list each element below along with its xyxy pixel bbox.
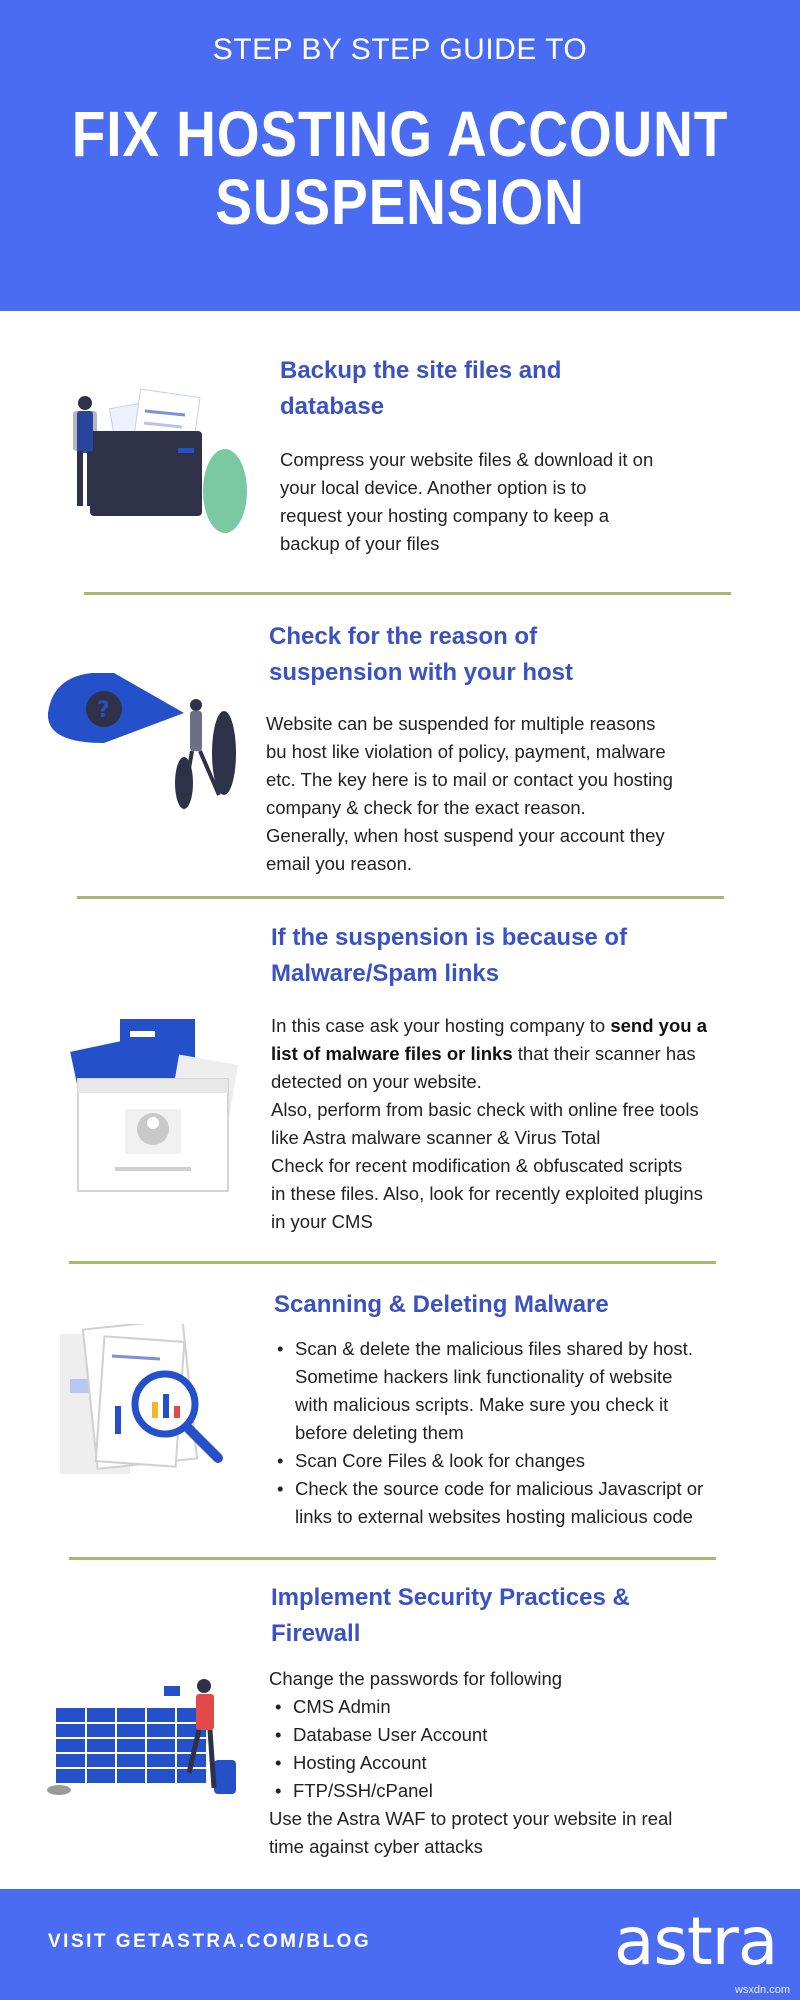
section-title: [269, 619, 709, 691]
body-line: with malicious scripts. Make sure you check it: [295, 1394, 669, 1415]
section-security-practices: [0, 1560, 800, 1889]
person-firewall-illustration: [44, 1678, 244, 1803]
section-title-line: Firewall: [271, 1620, 361, 1647]
section-malware-links: [0, 899, 800, 1261]
section-title-line: suspension with your host: [269, 659, 574, 686]
page-title: [56, 100, 744, 236]
section-body: [269, 1665, 769, 1861]
body-line: bu host like violation of policy, payment, malware: [266, 741, 666, 762]
section-backup: [0, 311, 800, 601]
list-item: [271, 1335, 771, 1447]
section-body: [271, 1012, 771, 1236]
visit-link[interactable]: VISIT GETASTRA.COM/BLOG: [48, 1931, 372, 1952]
list-item: • Hosting Account: [269, 1749, 769, 1777]
body-line: Check for recent modification & obfuscated scripts: [271, 1155, 683, 1176]
section-check-reason: [0, 601, 800, 896]
body-line: your local device. Another option is to: [280, 477, 587, 498]
body-line: Sometime hackers link functionality of website: [295, 1366, 673, 1387]
body-line: company & check for the exact reason.: [266, 797, 586, 818]
list-item: • FTP/SSH/cPanel: [269, 1777, 769, 1805]
body-line: time against cyber attacks: [269, 1836, 483, 1857]
section-divider: [84, 592, 731, 595]
section-title: [271, 920, 711, 992]
magnifier-report-illustration: [60, 1324, 240, 1494]
section-title-line: Implement Security Practices &: [271, 1584, 630, 1611]
body-line: Generally, when host suspend your account they: [266, 825, 665, 846]
watermark: wsxdn.com: [734, 1984, 790, 1996]
section-title-line: Backup the site files and: [280, 357, 562, 384]
list-item: • CMS Admin: [269, 1693, 769, 1721]
body-bold-text: list of malware files or links: [271, 1043, 513, 1064]
list-item: [271, 1475, 771, 1531]
body-line: • Scan & delete the malicious files shared by host.: [295, 1338, 693, 1359]
body-line: Change the passwords for following: [269, 1668, 563, 1689]
list-item: • Database User Account: [269, 1721, 769, 1749]
person-flashlight-question-illustration: [44, 673, 244, 823]
bullet-list: [271, 1335, 771, 1531]
body-line: • Check the source code for malicious Javascript or: [295, 1478, 704, 1499]
section-title-line: Scanning & Deleting Malware: [274, 1291, 609, 1318]
folder-documents-illustration: [60, 381, 250, 561]
body-line: like Astra malware scanner & Virus Total: [271, 1127, 601, 1148]
body-line: backup of your files: [280, 533, 440, 554]
svg-text:?: ?: [97, 698, 110, 723]
body-line: email you reason.: [266, 853, 413, 874]
header-banner: [0, 0, 800, 311]
section-scanning: [0, 1264, 800, 1557]
body-line: before deleting them: [295, 1422, 464, 1443]
profile-cards-illustration: [70, 1019, 240, 1194]
body-line: [271, 1040, 771, 1068]
bullet-list: [269, 1693, 769, 1805]
section-body: [280, 446, 740, 558]
footer-banner: [0, 1889, 800, 2000]
astra-logo: astra: [614, 1903, 778, 1980]
body-line: Website can be suspended for multiple reasons: [266, 713, 656, 734]
section-title-line: database: [280, 393, 385, 420]
body-line: request your hosting company to keep a: [280, 505, 610, 526]
section-title: [274, 1287, 714, 1323]
body-line: detected on your website.: [271, 1071, 482, 1092]
body-line: Compress your website files & download it on: [280, 449, 654, 470]
section-title: [280, 353, 700, 425]
body-line: Also, perform from basic check with online free tools: [271, 1099, 699, 1120]
body-line: Use the Astra WAF to protect your website in real: [269, 1808, 673, 1829]
section-title-line: Check for the reason of: [269, 623, 538, 650]
body-line: in these files. Also, look for recently exploited plugins: [271, 1183, 703, 1204]
page-title-line-2: SUSPENSION: [215, 166, 585, 238]
body-line: etc. The key here is to mail or contact you hosting: [266, 769, 673, 790]
header-kicker: STEP BY STEP GUIDE TO: [212, 33, 588, 66]
body-line: [271, 1012, 771, 1040]
body-text: that their scanner has: [512, 1043, 696, 1064]
body-line: • Scan Core Files & look for changes: [295, 1450, 585, 1471]
section-title-line: If the suspension is because of: [271, 924, 628, 951]
body-line: links to external websites hosting malicious code: [295, 1506, 693, 1527]
section-title: [271, 1580, 711, 1652]
body-line: in your CMS: [271, 1211, 373, 1232]
page-title-line-1: FIX HOSTING ACCOUNT: [71, 98, 729, 170]
body-text: In this case ask your hosting company to: [271, 1015, 611, 1036]
body-bold-text: send you a: [610, 1015, 707, 1036]
section-body: [266, 710, 746, 878]
section-title-line: Malware/Spam links: [271, 960, 500, 987]
list-item: [271, 1447, 771, 1475]
